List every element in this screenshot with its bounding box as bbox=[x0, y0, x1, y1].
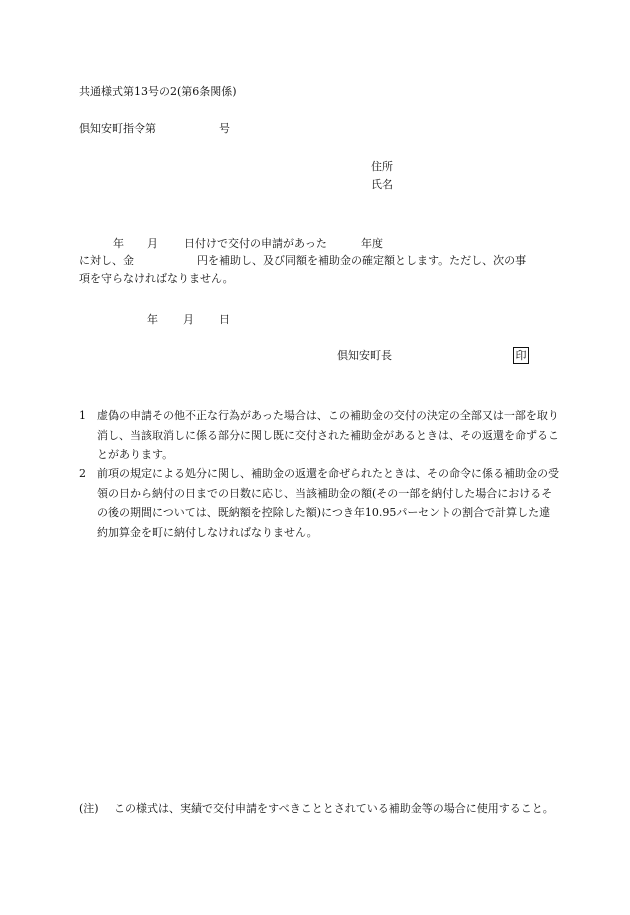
mayor-title: 倶知安町長 bbox=[337, 349, 392, 362]
seal-mark: 印 bbox=[513, 347, 529, 364]
date-month: 月 bbox=[183, 313, 194, 326]
body-amount-text: 円を補助し、及び同額を補助金の確定額とします。ただし、次の事 bbox=[197, 254, 527, 267]
date-day: 日 bbox=[219, 313, 230, 326]
footnote bbox=[79, 799, 559, 818]
address-label: 住所 bbox=[371, 160, 393, 173]
condition-2 bbox=[79, 464, 559, 542]
footnote-label: (注) bbox=[79, 802, 99, 815]
form-number: 共通様式第13号の2(第6条関係) bbox=[79, 85, 237, 98]
directive-prefix: 倶知安町指令第 bbox=[79, 122, 156, 135]
body-year: 年 bbox=[113, 237, 124, 250]
directive-suffix: 号 bbox=[219, 122, 230, 135]
body-fiscal-year: 年度 bbox=[361, 237, 383, 250]
name-label: 氏名 bbox=[371, 178, 393, 191]
body-closing: 項を守らなければなりません。 bbox=[79, 272, 234, 285]
condition-number: 2 bbox=[79, 467, 86, 480]
body-amount-prefix: に対し、金 bbox=[79, 254, 134, 267]
condition-1 bbox=[79, 406, 559, 465]
condition-number: 1 bbox=[79, 409, 86, 422]
condition-text: 前項の規定による処分に関し、補助金の返還を命ぜられたときは、その命令に係る補助金の受領の日から納付の日までの日数に応じ、当該補助金の額(その一部を納付した場合におけるその後の期間については、既納額を控除した額)につき年10.95パーセントの割合で計算した違約加算金を町に納付しなければなりません。 bbox=[97, 467, 559, 539]
date-year: 年 bbox=[147, 313, 158, 326]
body-application-text: 日付けで交付の申請があった bbox=[184, 237, 327, 250]
condition-text: 虚偽の申請その他不正な行為があった場合は、この補助金の交付の決定の全部又は一部を取り消し、当該取消しに係る部分に関し既に交付された補助金があるときは、その返還を命ずることがあります。 bbox=[97, 409, 559, 461]
footnote-text: この様式は、実績で交付申請をすべきこととされている補助金等の場合に使用すること。 bbox=[114, 802, 554, 815]
body-month: 月 bbox=[147, 237, 158, 250]
